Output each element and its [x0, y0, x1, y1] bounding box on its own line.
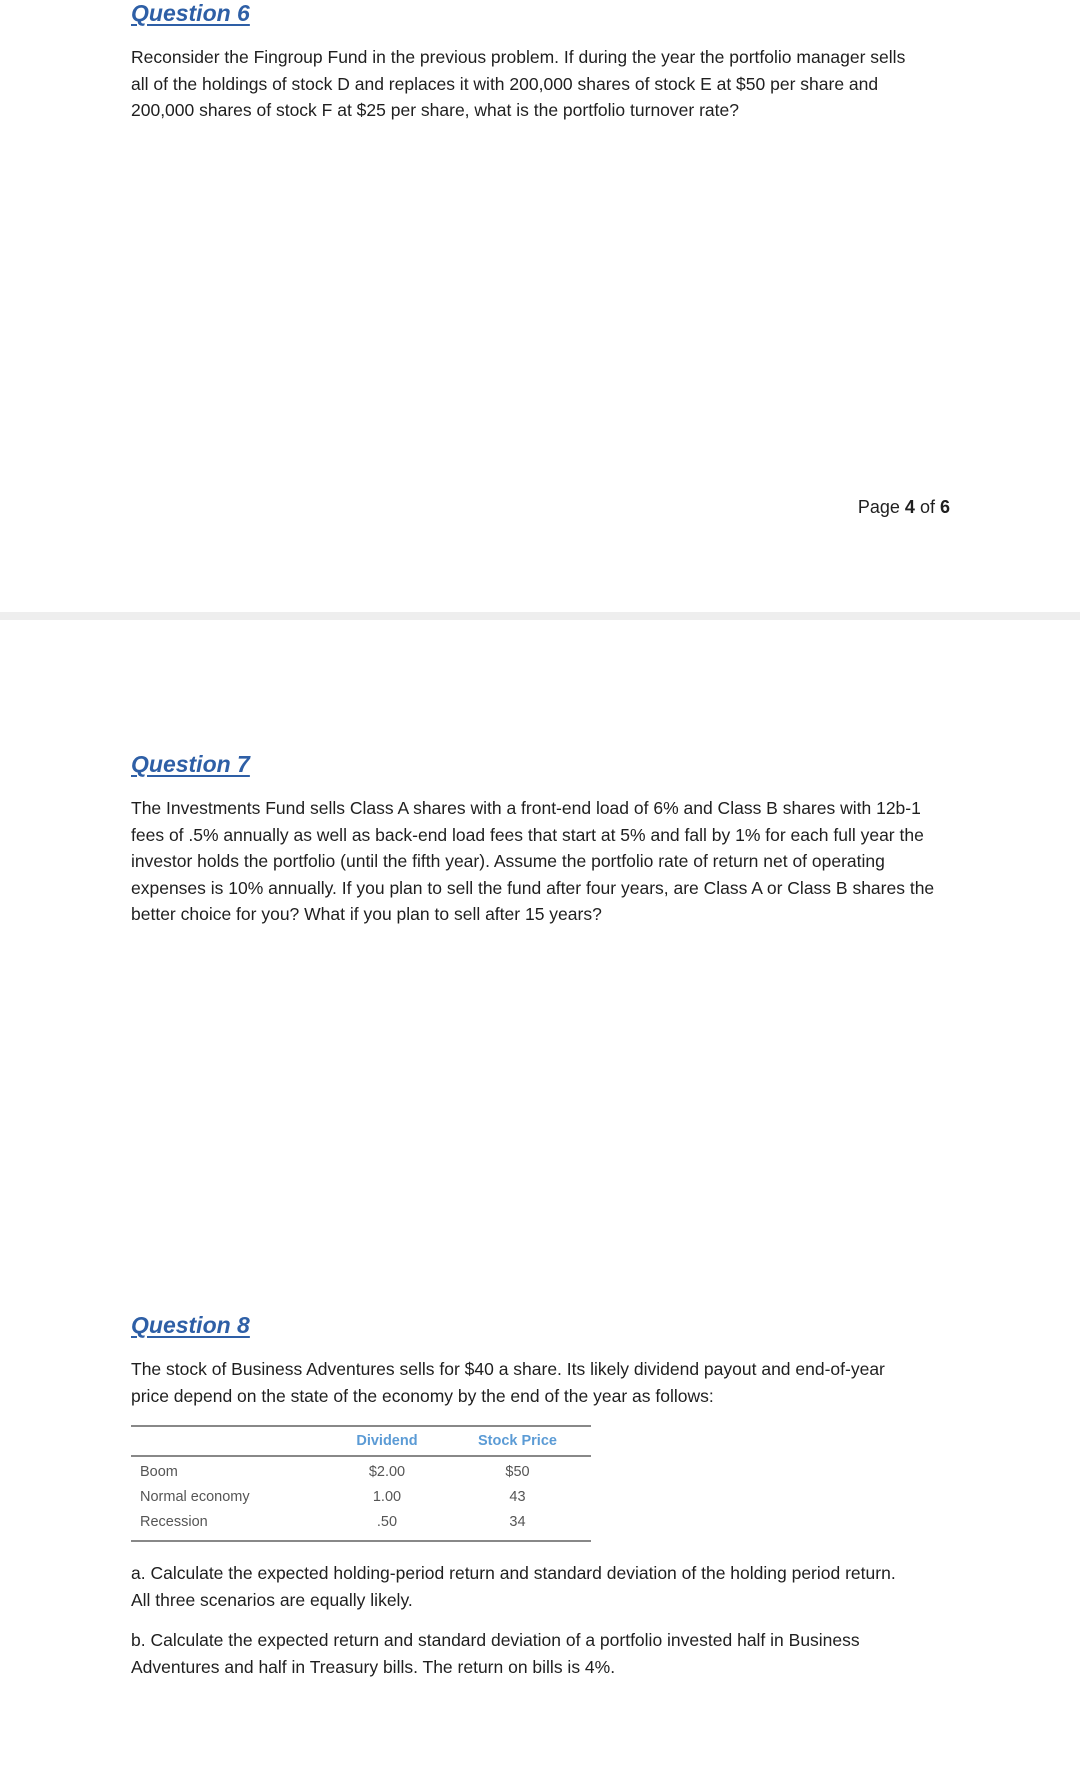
dividend-cell: $2.00	[368, 1463, 406, 1480]
text-line: All three scenarios are equally likely.	[131, 1589, 413, 1610]
table-header-row	[131, 1426, 591, 1456]
dividend-cell: .50	[376, 1513, 398, 1530]
question-7-heading: Question 7	[131, 751, 250, 777]
text-line: better choice for you? What if you plan to sell after 15 years?	[131, 904, 602, 924]
price-cell: 43	[509, 1488, 526, 1505]
text-line: The stock of Business Adventures sells for $40 a share. Its likely dividend payout and end-of-year	[131, 1359, 885, 1379]
page-number	[858, 497, 950, 518]
question-8-intro	[131, 1356, 961, 1409]
price-cell: $50	[505, 1463, 530, 1480]
header-scenario	[131, 1426, 330, 1456]
header-stock-price: Stock Price	[477, 1433, 557, 1449]
table-row	[131, 1482, 591, 1507]
table-row	[131, 1456, 591, 1482]
text-line: expenses is 10% annually. If you plan to sell the fund after four years, are Class A or Class B shares the	[131, 877, 935, 898]
question-7-text	[131, 795, 961, 928]
text-line: 200,000 shares of stock F at $25 per share, what is the portfolio turnover rate?	[131, 100, 739, 120]
price-cell: 34	[509, 1513, 526, 1530]
dividend-cell: 1.00	[372, 1488, 402, 1505]
text-line: The Investments Fund sells Class A shares with a front-end load of 6% and Class B shares with 12b-1	[131, 798, 921, 818]
text-line: fees of .5% annually as well as back-end load fees that start at 5% and fall by 1% for each full year the	[131, 824, 924, 845]
scenario-cell: Normal economy	[140, 1488, 250, 1505]
text-line: price depend on the state of the economy by the end of the year as follows:	[131, 1385, 714, 1406]
current-page: 4	[904, 497, 915, 517]
of-label: of	[919, 497, 935, 517]
text-line: b. Calculate the expected return and standard deviation of a portfolio invested half in Business	[131, 1630, 860, 1650]
scenario-cell: Boom	[140, 1463, 178, 1480]
total-pages: 6	[939, 497, 950, 517]
question-8-part-b	[131, 1627, 961, 1680]
text-line: Adventures and half in Treasury bills. The return on bills is 4%.	[131, 1656, 616, 1677]
table-bottom-rule	[131, 1541, 591, 1542]
question-8-heading: Question 8	[131, 1312, 250, 1338]
question-6-text	[131, 44, 961, 124]
text-line: investor holds the portfolio (until the fifth year). Assume the portfolio rate of return net of operating	[131, 851, 885, 871]
text-line: Reconsider the Fingroup Fund in the previous problem. If during the year the portfolio manager sells	[131, 47, 906, 67]
scenario-table	[131, 1425, 591, 1542]
question-6-heading: Question 6	[131, 0, 250, 26]
text-line: a. Calculate the expected holding-period return and standard deviation of the holding period return.	[131, 1563, 896, 1583]
page-label: Page	[857, 497, 900, 517]
page-separator	[0, 612, 1080, 620]
scenario-cell: Recession	[140, 1513, 208, 1530]
table-row	[131, 1507, 591, 1541]
text-line: all of the holdings of stock D and replaces it with 200,000 shares of stock E at $50 per share and	[131, 73, 879, 94]
question-8-part-a	[131, 1560, 961, 1613]
header-dividend: Dividend	[356, 1433, 418, 1449]
